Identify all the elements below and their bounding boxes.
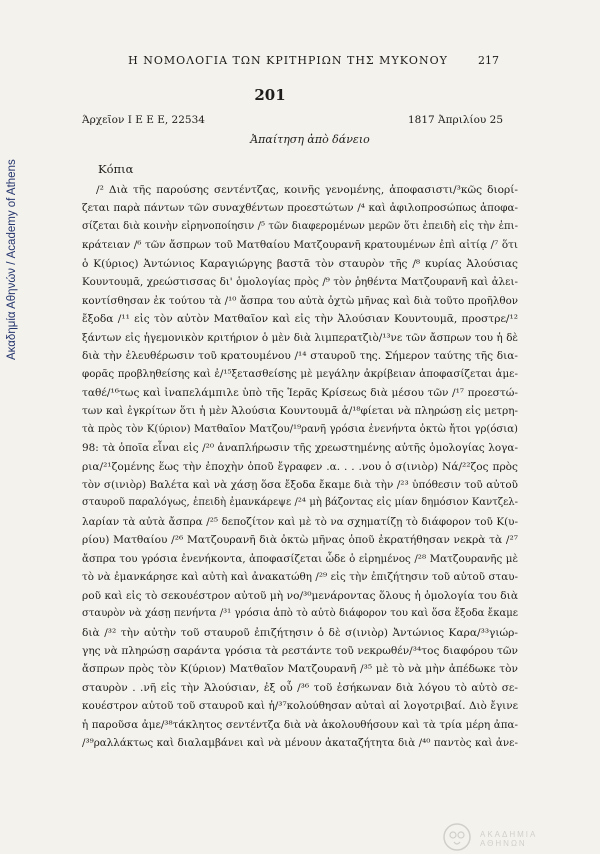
watermark-text: ΑΚΑΔΗΜΙΑ ΑΘΗΝΩΝ [480, 830, 537, 848]
text-line: ξάντων εἰς ἡγεμονικὸν κριτήριον ὁ μὲν διὰ λιμπερατζιὸ/¹³νε τῶν ἄσπρων του ἡ δὲ [82, 331, 518, 344]
running-title: Η ΝΟΜΟΛΟΓΙΑ ΤΩΝ ΚΡΙΤΗΡΙΩΝ ΤΗΣ ΜΥΚΟΝΟΥ [128, 54, 448, 67]
text-line: ζεται παρὰ πάντων τῶν συναχθέντων προεστώτων /⁴ καὶ ἀφιλοπροσώπως ἀποφα- [82, 202, 518, 215]
owl-logo-icon [442, 822, 472, 852]
document-subject: Ἀπαίτηση ἀπὸ δάνειο [250, 133, 370, 146]
text-line: ἄσπρων πρὸς τὸν Κ(ύριον) Ματθαῖον Ματζουρανῆ /³⁵ μὲ τὸ νὰ μὴν ἀπέδωκε τὸν [82, 663, 518, 676]
text-line: λαρίαν τὰ αὐτὰ ἄσπρα /²⁵ δεποζίτον καὶ μὲ τὸ να σχηματίζῃ τὸ διάφορον τοῦ Κ(υ- [82, 515, 518, 528]
text-line: κράτειαν /⁶ τῶν ἄσπρων τοῦ Ματθαίου Ματζουρανῆ κρατουμένων ἐπὶ αἰτίᾳ /⁷ ὅτι [82, 239, 518, 252]
text-line: /³⁹ραλλάκτως καὶ διαλαμβάνει καὶ νὰ μένουν ἀκαταζήτητα διὰ /⁴⁰ παντὸς καὶ ἀνε- [82, 737, 518, 750]
text-line: ἡ παροῦσα ἀμε/³⁸τάκλητος σεντέντζα διὰ νὰ ἀκολουθήσουν καὶ τὰ τρία μέρη ἀπα- [82, 718, 518, 731]
text-line: των καὶ ἐγκρίτων ὅτι ἡ μὲν Ἀλούσια Κουντουμᾶ ἀ/¹⁸φίεται νὰ πληρώσῃ εἰς μετρη- [82, 405, 518, 418]
copy-label: Κόπια [98, 162, 134, 176]
page-number: 217 [478, 54, 499, 67]
academy-watermark [442, 820, 552, 854]
text-line: σταυροῦ παραλόγως, ἐπειδὴ ἐμανκάρεψε /²⁴ μὴ βάζοντας εἰς μίαν δημόσιον Καντζελ- [82, 497, 518, 509]
side-credit: Ακαδημία Αθηνών / Academy of Athens [6, 159, 18, 361]
document-body [82, 181, 518, 753]
text-line: σίζεται διὰ κοινὴν εἰρηνοποίησιν /⁵ τῶν διαφερομένων μερῶν ὅτι ἐπειδὴ εἰς τὴν ἐπι- [82, 220, 518, 232]
text-line: τὸ νὰ ἐμανκάρησε καὶ αὐτὴ καὶ ἀνακατώθη /²⁹ εἰς τὴν ἐπιζήτησιν τοῦ αὐτοῦ σταυ- [82, 571, 518, 584]
document-number: 201 [254, 86, 286, 104]
text-line: ἔξοδα /¹¹ εἰς τὸν αὐτὸν Ματθαῖον καὶ εἰς τὴν Ἀλούσιαν Κουντουμᾶ, προστρε/¹² [82, 313, 518, 326]
text-line: κοντίσθησαν ἐκ τούτου τὰ /¹⁰ ἄσπρα του αὐτὰ ὀχτὼ μῆνας καὶ διὰ τοῦτο προῆλθον [82, 294, 518, 307]
text-line: 98: τὰ ὁποῖα εἶναι εἰς /²⁰ ἀναπλήρωσιν τῆς χρεωστημένης αὐτῆς ὁμολογίας λογα- [82, 442, 518, 455]
archive-reference: Άρχεῖον Ι Ε Ε Ε, 22534 [82, 114, 205, 126]
text-line: /² Διὰ τῆς παρούσης σεντέντζας, κοινῆς γενομένης, ἀποφασιστι/³κῶς διορί- [96, 184, 518, 196]
text-line: διὰ τὴν ἐλευθέρωσιν τοῦ κρατουμένου /¹⁴ σταυροῦ της. Σήμερον ταύτης τῆς δια- [82, 349, 518, 362]
text-line: τὰ πρὸς τὸν Κ(ύριον) Ματθαῖον Ματζου/¹⁹ρανῆ γρόσια ἐνενήντα ὀκτὼ ἤτοι γρ(όσια) [82, 423, 518, 435]
text-line: ρίου) Ματθαίου /²⁶ Ματζουρανῆ διὰ ὀκτὼ μῆνας ὁποῦ ἐκρατήθησαν νεκρὰ τὰ /²⁷ [82, 534, 518, 547]
text-line: ροῦ καὶ εἰς τὸ σεκουέστρον αὐτοῦ μὴ νο/³⁰μενάροντας ὅλους ἡ ὁμολογία του διὰ [82, 589, 518, 602]
text-line: ρια/²¹ζομένης ἕως τὴν ἐποχὴν ὁποῦ ἔγραφεν .α. . . .νου ὁ σ(ινιὸρ) Νά/²²ζος πρὸς [82, 460, 518, 473]
text-line: ὁ Κ(ύριος) Ἀντώνιος Καραγιώργης βαστᾶ τὸν σταυρὸν τῆς /⁸ κυρίας Ἀλούσιας [82, 257, 518, 270]
text-line: Κουντουμᾶ, χρεώστισσας δι' ὁμολογίας πρὸς /⁹ τὸν ῥηθέντα Ματζουρανῆ καὶ ἀλει- [82, 276, 518, 289]
text-line: κουέστρον αὐτοῦ τοῦ σταυροῦ καὶ ἠ/³⁷κολούθησαν αὐταὶ αἱ λογοτριβαί. Διὸ ἔγινε [82, 700, 518, 713]
text-line: τὸν σ(ινιὸρ) Βαλέτα καὶ νὰ χάσῃ ὅσα ἔξοδα ἔκαμε διὰ τὴν /²³ ὑπόθεσιν τοῦ αὐτοῦ [82, 479, 518, 491]
text-line: σταυρὸν . .νῆ εἰς τὴν Ἀλούσιαν, ἐξ οὗ /³⁶ τοῦ ἐσήκωναν διὰ λόγου τὸ αὐτὸ σε- [82, 681, 518, 694]
document-date: 1817 Ἀπριλίου 25 [408, 114, 504, 126]
text-line: φορᾶς προβληθείσης καὶ ἐ/¹⁵ξετασθείσης μὲ μεγάλην ἀκρίβειαν ἀποφασίζεται ἀμε- [82, 368, 518, 381]
text-line: ἄσπρα του γρόσια ἐνενήκοντα, ἀποφασίζεται ὧδε ὁ εἰρημένος /²⁸ Ματζουρανῆς μὲ [82, 552, 518, 565]
text-line: σταυρὸν νὰ χάσῃ πενήντα /³¹ γρόσια ἀπὸ τὸ αὐτὸ διάφορον του καὶ ὅσα ἔξοδα ἔκαμε [82, 608, 518, 620]
text-line: γης νὰ πληρώσῃ σαράντα γρόσια τὰ ρεστάντε τοῦ νεκρωθέν/³⁴τος διαφόρου τῶν [82, 644, 518, 657]
text-line: διὰ /³² τὴν αὐτὴν τοῦ σταυροῦ ἐπιζήτησιν ὁ δὲ σ(ινιὸρ) Ἀντώνιος Καρα/³³γιώρ- [82, 626, 518, 639]
text-line: ταθέ/¹⁶τως καὶ ἰναπελάμπιλε ὑπὸ τῆς Ἱερᾶς Κρίσεως διὰ μέσου τῶν /¹⁷ προεστώ- [82, 386, 518, 399]
